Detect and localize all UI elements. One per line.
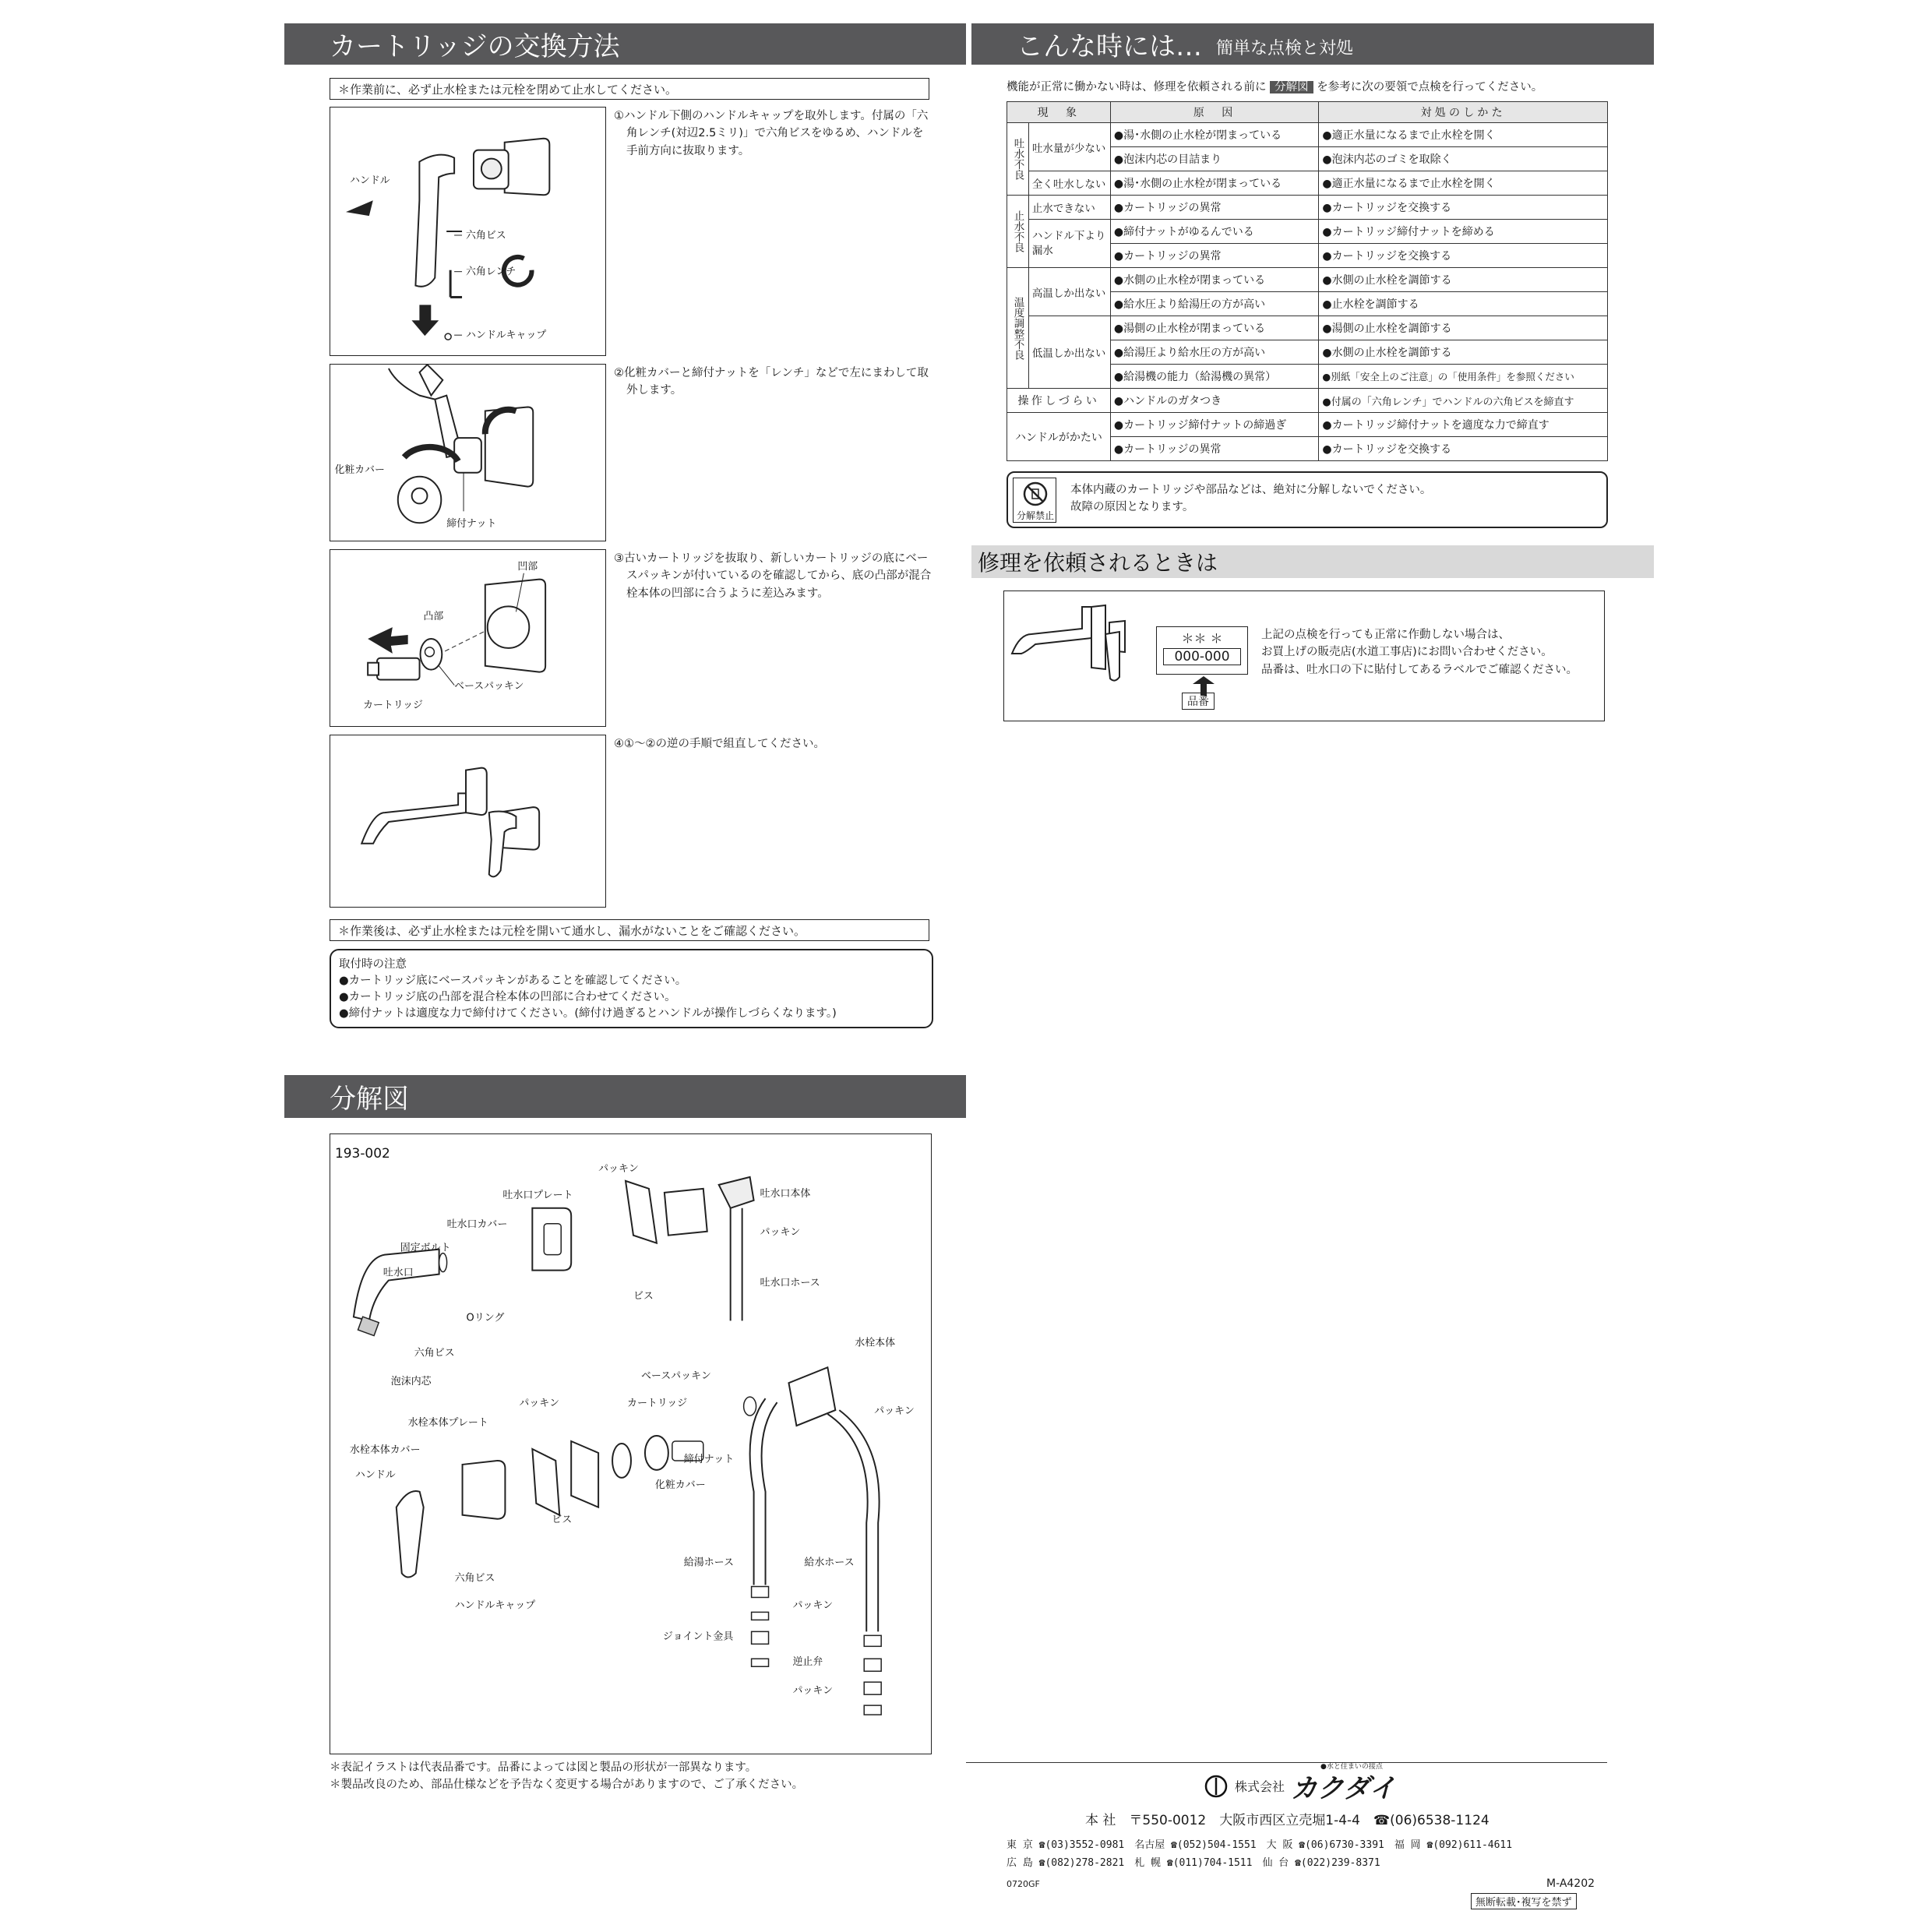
symptom-cell: 高温しか出ない [1028, 268, 1110, 316]
cause-cell: ●ハンドルのガタつき [1110, 389, 1319, 413]
step1-figure [330, 107, 606, 356]
warning-icon-box [1013, 478, 1056, 523]
part-label: 六角ビス [414, 1347, 455, 1359]
symptom-cell: 低温しか出ない [1028, 316, 1110, 389]
part-label: ビス [633, 1290, 654, 1303]
exploded-diagram [330, 1133, 932, 1754]
step2-figure [330, 364, 606, 541]
col-header-fix: 対処のしかた [1319, 102, 1608, 123]
table-header-row [1007, 102, 1608, 123]
table-row [1007, 171, 1608, 196]
copyright-notice: 無断転載･複写を禁ず [1471, 1893, 1577, 1909]
part-label: パッキン [792, 1599, 834, 1612]
fig1-hex-screw-label: 六角ビス [466, 229, 506, 242]
repair-box [1003, 591, 1605, 721]
part-label: 化粧カバー [654, 1479, 706, 1491]
exploded-notes: ＊表記イラストは代表品番です。品番によっては図と製品の形状が一部異なります。 ＊製品改良のため、部品仕様などを予告なく変更する場合がありますので、ご了承ください。 [330, 1761, 804, 1792]
fix-cell: ●カートリッジ締付ナットを適度な力で締直す [1319, 413, 1608, 437]
part-label: パッキン [598, 1162, 639, 1175]
disassembly-warning [1007, 471, 1608, 528]
part-label: パッキン [874, 1405, 915, 1418]
fix-cell: ●湯側の止水栓を調節する [1319, 316, 1608, 340]
no-disassemble-icon [1024, 483, 1046, 505]
part-label: Oリング [466, 1312, 505, 1324]
install-note-item: ●カートリッジ底にベースパッキンがあることを確認してください。 [339, 975, 687, 988]
exploded-ref-tag: 分解図 [1270, 81, 1313, 93]
part-label: 泡沫内芯 [390, 1376, 432, 1388]
cause-cell: ●給湯圧より給水圧の方が高い [1110, 340, 1319, 365]
group-label: 温度調整不良 [1007, 268, 1029, 389]
company-name: カクダイ [1291, 1773, 1396, 1804]
table-row [1007, 123, 1608, 147]
fig1-hex-wrench-label: 六角レンチ [466, 266, 516, 278]
warning-icon-label: 分解禁止 [1016, 510, 1055, 521]
part-label: 吐水口 [383, 1267, 414, 1279]
part-label: パッキン [519, 1398, 560, 1410]
cause-cell: ●水側の止水栓が閉まっている [1110, 268, 1319, 292]
post-work-note: ＊作業後は、必ず止水栓または元栓を開いて通水し、漏水がないことをご確認ください。 [330, 919, 929, 941]
part-label: 締付ナット [683, 1453, 735, 1465]
fig2-cover-label: 化粧カバー [334, 464, 385, 476]
cause-cell: ●湯･水側の止水栓が閉まっている [1110, 171, 1319, 196]
cause-cell: ●カートリッジの異常 [1110, 196, 1319, 220]
part-label: パッキン [760, 1226, 801, 1239]
part-label: 吐水口本体 [760, 1187, 811, 1200]
install-notes-title: 取付時の注意 [339, 958, 407, 971]
doc-code-left: 0720GF [1007, 1879, 1040, 1889]
col-header-symptom: 現 象 [1007, 102, 1111, 123]
cause-cell: ●カートリッジの異常 [1110, 244, 1319, 268]
label-caption: 品番 [1182, 693, 1215, 710]
part-label: 給水ホース [804, 1557, 855, 1569]
part-label: パッキン [792, 1685, 834, 1698]
cause-cell: ●カートリッジ締付ナットの締過ぎ [1110, 413, 1319, 437]
part-label: ジョイント金具 [662, 1631, 734, 1643]
label-stars: ＊＊ ＊ [1181, 631, 1223, 646]
trouble-intro: 機能が正常に働かない時は、修理を依頼される前に 分解図 を参考に次の要領で点検を行ってください。 [1007, 81, 1543, 93]
trouble-section-header [971, 23, 1654, 65]
trouble-table [1007, 101, 1608, 461]
table-row [1007, 268, 1608, 292]
fig2-nut-label: 締付ナット [446, 518, 497, 531]
symptom-cell: ハンドルがかたい [1007, 413, 1111, 461]
cause-cell: ●カートリッジの異常 [1110, 437, 1319, 461]
step4-figure [330, 735, 606, 908]
fix-cell: ●水側の止水栓を調節する [1319, 268, 1608, 292]
fix-cell: ●カートリッジを交換する [1319, 196, 1608, 220]
product-label-sticker [1156, 626, 1248, 675]
col-header-cause: 原 因 [1110, 102, 1319, 123]
part-label: ビス [552, 1514, 573, 1526]
step2-text: ②化粧カバーと締付ナットを「レンチ」などで左にまわして取外します。 [614, 367, 929, 397]
part-label: 水栓本体 [855, 1337, 896, 1349]
part-label: 固定ボルト [400, 1242, 451, 1254]
table-row [1007, 413, 1608, 437]
group-label: 止水不良 [1007, 196, 1029, 268]
branch-offices: 東 京 ☎(03)3552-0981 名古屋 ☎(052)504-1551 大 阪 ☎(06)6730-3391 福 岡 ☎(092)611-4611 広 島 ☎(082)278-2821 札 幌 ☎(011)704-1511 仙 台 ☎(022)239-8371 [1007, 1839, 1513, 1869]
part-label: ハンドル [354, 1468, 396, 1481]
fig3-cartridge-label: カートリッジ [363, 700, 423, 712]
cause-cell: ●給湯機の能力（給湯機の異常） [1110, 365, 1319, 389]
pre-work-note: ＊作業前に、必ず止水栓または元栓を閉めて止水してください。 [330, 78, 929, 100]
part-label: 水栓本体カバー [349, 1444, 421, 1456]
part-label: 給湯ホース [683, 1557, 734, 1569]
table-row [1007, 196, 1608, 220]
repair-section-header [971, 545, 1654, 578]
install-notes-box [330, 949, 933, 1028]
model-number: 193-002 [334, 1144, 390, 1161]
part-label: カートリッジ [627, 1398, 688, 1410]
part-label: 吐水口プレート [502, 1189, 573, 1201]
cause-cell: ●締付ナットがゆるんでいる [1110, 220, 1319, 244]
footer-divider [966, 1762, 1607, 1763]
fix-cell: ●泡沫内芯のゴミを取除く [1319, 147, 1608, 171]
step3-text: ③古いカートリッジを抜取り、新しいカートリッジの底にベースパッキンが付いているのを確認してから、底の凸部が混合栓本体の凹部に合うように差込みます。 [614, 552, 932, 600]
part-label: 吐水口カバー [446, 1218, 508, 1231]
repair-text: 上記の点検を行っても正常に作動しない場合は、 お買上げの販売店(水道工事店)にお問い合わせください。 品番は、吐水口の下に貼付してあるラベルでご確認ください。 [1261, 629, 1578, 676]
cause-cell: ●湯･水側の止水栓が閉まっている [1110, 123, 1319, 147]
fix-cell: ●止水栓を調節する [1319, 292, 1608, 316]
cause-cell: ●泡沫内芯の目詰まり [1110, 147, 1319, 171]
symptom-cell: 操作しづらい [1007, 389, 1111, 413]
company-name-prefix: 株式会社 [1235, 1779, 1285, 1794]
fix-cell: ●適正水量になるまで止水栓を開く [1319, 171, 1608, 196]
company-logo [1204, 1763, 1396, 1805]
symptom-cell: ハンドル下より漏水 [1028, 220, 1110, 268]
fix-cell: ●カートリッジを交換する [1319, 437, 1608, 461]
warning-text: 本体内蔵のカートリッジや部品などは、絶対に分解しないでください。 故障の原因となります。 [1070, 484, 1432, 513]
fix-cell: ●カートリッジ締付ナットを締める [1319, 220, 1608, 244]
fig1-handle-cap-label: ハンドルキャップ [466, 330, 547, 342]
fig3-protrusion-label: 凸部 [423, 611, 444, 623]
part-label: 逆止弁 [792, 1656, 823, 1669]
fix-cell: ●付属の「六角レンチ」でハンドルの六角ビスを締直す [1319, 389, 1608, 413]
cartridge-section-title: カートリッジの交換方法 [330, 31, 620, 62]
step1-text: ①ハンドル下側のハンドルキャップを取外します。付属の「六角レンチ(対辺2.5ミリ)」で六角ビスをゆるめ、ハンドルを手前方向に抜取ります。 [614, 110, 929, 157]
table-row [1007, 389, 1608, 413]
fig1-handle-label: ハンドル [349, 175, 390, 187]
fig3-base-packing-label: ベースパッキン [454, 680, 524, 693]
cause-cell: ●湯側の止水栓が閉まっている [1110, 316, 1319, 340]
fix-cell: ●別紙「安全上のご注意」の「使用条件」を参照ください [1319, 365, 1608, 389]
exploded-section-title: 分解図 [330, 1084, 409, 1115]
fix-cell: ●適正水量になるまで止水栓を開く [1319, 123, 1608, 147]
symptom-cell: 全く吐水しない [1028, 171, 1110, 196]
cause-cell: ●給水圧より給湯圧の方が高い [1110, 292, 1319, 316]
symptom-cell: 止水できない [1028, 196, 1110, 220]
step3-figure [330, 549, 606, 727]
step4-text: ④①～②の逆の手順で組直してください。 [614, 738, 825, 750]
cartridge-section-header [284, 23, 966, 65]
doc-code-right: M-A4202 [1546, 1877, 1595, 1890]
part-label: ハンドルキャップ [454, 1599, 536, 1612]
trouble-section-title: こんな時には… [1017, 31, 1202, 62]
kakudai-logo-icon [1204, 1774, 1229, 1799]
install-note-item: ●締付ナットは適度な力で締付けてください。(締付け過ぎるとハンドルが操作しづらくなります。) [339, 1007, 837, 1021]
table-row [1007, 316, 1608, 340]
label-number: 000-000 [1163, 648, 1241, 665]
trouble-section-subtitle: 簡単な点検と対処 [1216, 39, 1354, 58]
repair-section-title: 修理を依頼されるときは [978, 550, 1218, 576]
part-label: ベースパッキン [640, 1370, 711, 1383]
part-label: 吐水口ホース [760, 1277, 820, 1289]
part-label: 六角ビス [454, 1572, 495, 1585]
fig3-recess-label: 凹部 [517, 560, 538, 573]
table-row [1007, 220, 1608, 244]
headquarters-line: 本 社 〒550-0012 大阪市西区立売堀1-4-4 ☎(06)6538-1124 [1085, 1813, 1490, 1828]
company-tagline: ●水と住まいの接点 [1320, 1763, 1383, 1771]
part-label: 水栓本体プレート [407, 1417, 488, 1430]
fix-cell: ●水側の止水栓を調節する [1319, 340, 1608, 365]
install-note-item: ●カートリッジ底の凸部を混合栓本体の凹部に合わせてください。 [339, 991, 676, 1004]
exploded-section-header [284, 1075, 966, 1118]
symptom-cell: 吐水量が少ない [1028, 123, 1110, 171]
fix-cell: ●カートリッジを交換する [1319, 244, 1608, 268]
group-label: 吐水不良 [1007, 123, 1029, 196]
